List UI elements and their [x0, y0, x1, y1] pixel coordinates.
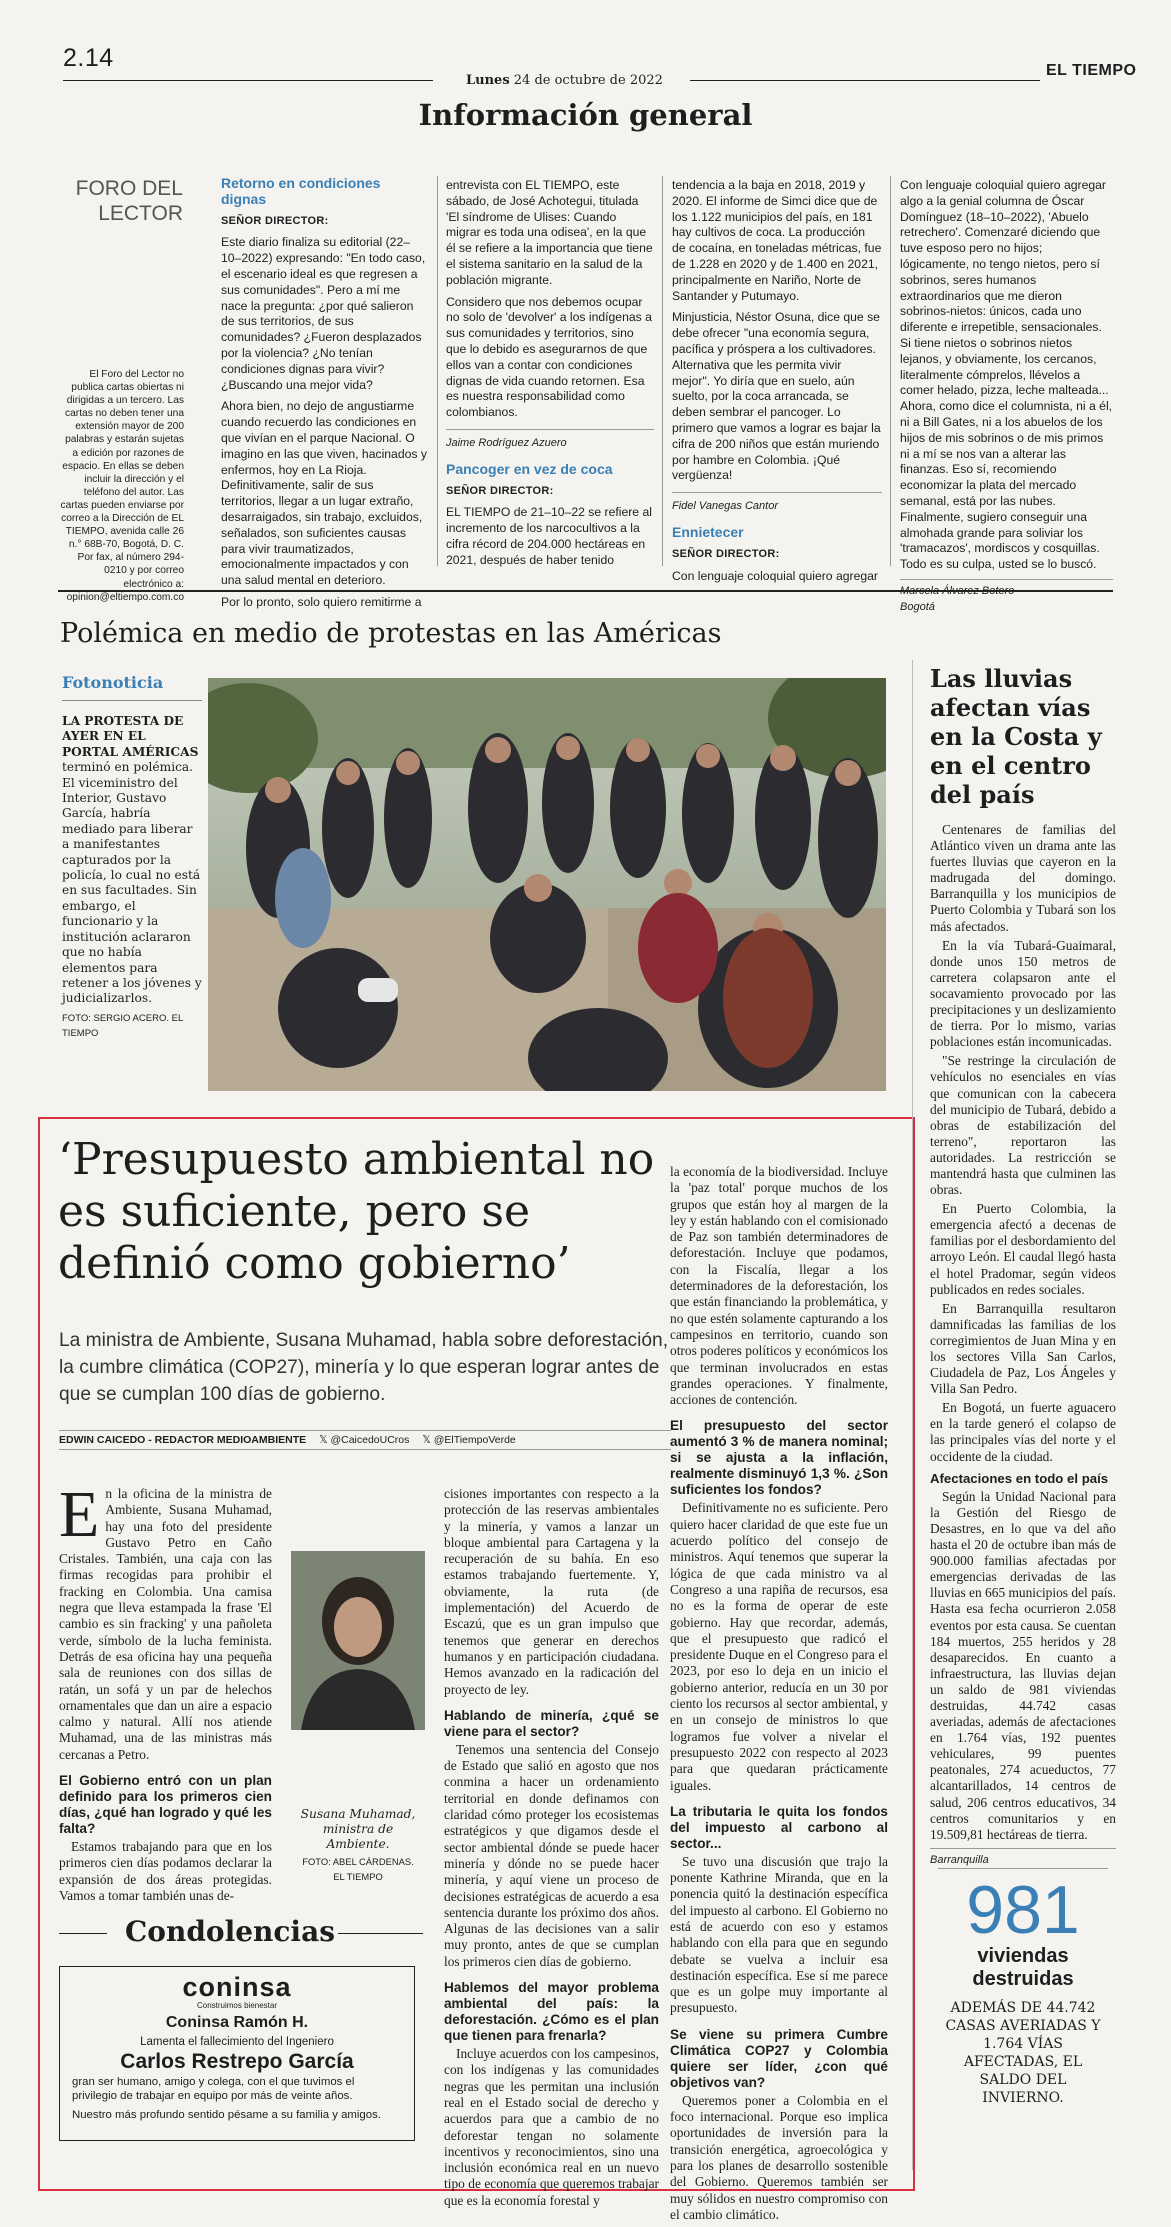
foro-title-line1: FORO DEL — [75, 177, 183, 200]
letter1-p1: Este diario finaliza su editorial (22–10–2022) expresando: "En todo caso, el escenario ideal es que regresen a sus comunidades". Pero a mí me nace la pregunta: ¿por qué salieron de sus territorios, de sus comunidades? ¿Fueron desplazados por la violencia? ¿No tenían condiciones dignas para vivir? ¿Buscando una mejor vida? — [221, 235, 426, 392]
condolences-rule-left — [59, 1933, 107, 1934]
rain-p6: En Bogotá, un fuerte aguacero en la tarde generó el colapso de las principales vías del norte y el occidente de la ciudad. — [930, 1400, 1116, 1464]
rain-subhead: Afectaciones en todo el país — [930, 1470, 1109, 1486]
condolence-text-1: gran ser humano, amigo y colega, con el que tuvimos el privilegio de trabajar en equipo por más de veinte años. — [72, 2076, 355, 2102]
page-number: 2.14 — [63, 44, 114, 72]
foro-divider-2 — [662, 176, 663, 566]
portrait-credit-2: EL TIEMPO — [333, 1871, 383, 1882]
section-divider — [58, 590, 1113, 592]
interview-c3-p1: la economía de la biodiversidad. Incluye la 'paz total' porque muchos de los grupos que están hoy al margen de la ley y están hablando con el comisionado de Paz son también determinadores de deforestación. Incluye que podamos, con la Fiscalía, llegar a los determinadores de la deforestación, los que están financiando la problemática, y no que estén solamente capturando a los campesinos en territorio, cuando son otros poderes políticos y económicos los que terminan involucrados en estas grandes operaciones. Y finalmente, acciones de contención. — [670, 1164, 888, 1408]
stat-label: viviendas destruidas — [972, 1945, 1074, 1990]
rain-p7: Según la Unidad Nacional para la Gestión del Riesgo de Desastres, en lo que va del año hasta el 20 de octubre iban más de 900.000 familias afectadas por emergencias derivadas de las lluvias en 665 municipios del país. Hasta esa fecha ocurrieron 2.058 eventos por esta causa. Se cuentan 184 muertos, 255 heridos y 28 desaparecidos. En cuanto a infraestructura, las lluvias dejan un saldo de 981 viviendas destruidas, 44.742 casas averiadas, además de afectaciones en 1.764 vías, 192 puentes vehiculares, 99 puentes peatonales, 274 acueductos, 77 alcantarillados, 14 centros de salud, 206 centros educativos, 34 centros comunitarios y en 19.509,81 hectáreas de tierra. — [930, 1488, 1116, 1842]
rain-signature: Barranquilla — [930, 1853, 989, 1866]
rain-sig-rule — [930, 1848, 1116, 1849]
rain-p1: Centenares de familias del Atlántico viven un drama ante las fuertes lluvias que cayeron en la madrugada del domingo. Barranquilla y los municipios de Puerto Colombia y Tubará son los más afectados. — [930, 822, 1116, 934]
interview-column-3 — [670, 1164, 888, 2227]
letter2-p2: Minjusticia, Néstor Osuna, dice que se debe ofrecer "una economía segura, pacífica y próspera a los cultivadores. Alternativa que les permita vivir mejor". Yo diría que en suelo, aún suelto, por la coca arrancada, se deben sembrar el pancoger. Lo primero que vamos a lograr es bajar la cifra de 200 niños que están muriendo por hambre en Colombia. ¡Qué vergüenza! — [672, 310, 881, 483]
photo-caption-lead: LA PROTESTA DE AYER EN EL PORTAL AMÉRICAS — [62, 714, 199, 759]
section-title: Información general — [418, 98, 753, 132]
photo-caption-text: terminó en polémica. El viceministro del Interior, Gustavo García, habría mediado para liberar a manifestantes capturados por la policía, lo cual no está en sus facultades. Sin embargo, el funcionario y la institución aclararon que no había elementos para retener a los jóvenes y judicializarlos. — [62, 760, 202, 1006]
letter2-sig-rule — [672, 492, 882, 493]
protest-photo — [208, 678, 886, 1091]
letter1-p3: Por lo pronto, solo quiero remitirme a — [221, 594, 422, 609]
page-date — [466, 73, 663, 88]
rain-p3: "Se restringe la circulación de vehículos no esenciales en vías que comunican con la cabecera del municipio de Tubará, debido a obras de estabilización del terreno", reportaron las autoridades. La restricción se mantendrá hasta que culminen las obras. — [930, 1053, 1116, 1198]
interview-c2-p2: Tenemos una sentencia del Consejo de Estado que salió en agosto que nos conmina a hacer un ordenamiento territorial en donde definamos con claridad cómo proteger los ecosistemas estratégicos y que digamos desde el sector ambiental dónde se puede hacer minería y dónde no se puede hacer minería, y aquí viene un proceso de decisiones estratégicas de acuerdo a esa sentencia durante los próximo dos años. Algunas de las decisiones van a salir muy pronto, antes de que se cumplan los primeros cien días de gobierno. — [444, 1741, 659, 1969]
condolences-title: Condolencias — [125, 1915, 335, 1948]
interview-c3-q2: La tributaria le quita los fondos del impuesto al carbono al sector... — [670, 1803, 888, 1851]
letter2-signature: Fidel Vanegas Cantor — [672, 500, 778, 513]
rain-stat-box — [938, 1868, 1108, 2107]
stat-rule — [938, 1868, 1108, 1869]
minister-portrait-illustration — [291, 1551, 425, 1730]
interview-c3-p4: Queremos poner a Colombia en el foco internacional. Porque eso implica oportunidades de inversión para la transición energética, agroecológica y para los planes de desarrollo sostenible del Gobierno. Queremos también ser muy sólidos en nuestro compromiso con el cambio climático. — [670, 2092, 888, 2222]
interview-c2-q2: Hablemos del mayor problema ambiental del país: la deforestación. ¿Cómo es el plan que tienen para frenarla? — [444, 1980, 659, 2044]
letter2-title: Pancoger en vez de coca — [446, 460, 613, 477]
interview-c2-p3: Incluye acuerdos con los campesinos, con los indígenas y las comunidades negras que les permitan una inclusión real en el Estado social de derecho y acuerdos para que a cambio de no deforestar tengan no solamente incentivos y reconocimientos, sino una inclusión económica real en un nuevo tipo de economía que queremos trabajar que es la economía forestal y — [444, 2046, 659, 2208]
foro-divider-3 — [890, 176, 891, 566]
twitter-handle-1[interactable]: @CaicedoUCros — [330, 1434, 410, 1446]
interview-headline: ‘Presupuesto ambiental no es suficiente, pero se definió como gobierno’ — [58, 1134, 655, 1289]
twitter-icon-2: 𝕏 — [422, 1434, 431, 1446]
interview-c2-p1: cisiones importantes con respecto a la protección de las reservas ambientales y la minería, y vamos a lanzar un bloque ambiental para Cartagena y la recuperación de su bahía. En eso estamos trabajando fuertemente. Y, obviamente, la ruta (de implementación) del Acuerdo de Escazú, que es un gran impulso que tenemos que generar en derechos humanos y en participación ciudadana. Hemos avanzado en la radicación del proyecto de ley. — [444, 1486, 659, 1697]
interview-c1-p1-text: n la oficina de la ministra de Ambiente, Susana Muhamad, hay una foto del presidente Gustavo Petro en Caño Cristales. También, una caja con las firmas recogidas para prohibir el fracking en Colombia. Una camisa negra que lleva estampada la frase 'El cambio es sin fracking' y una pañoleta verde, símbolo de la lucha feminista. Detrás de esa oficina hay una pequeña sala de reuniones con dos sillas de ratán, un sofá y un par de helechos ornamentales que dan un aire a espacio calmo y natural. Allí nos atiende Muhamad, una de las ministras más cercanas a Petro. — [59, 1486, 272, 1762]
rain-p4: En Puerto Colombia, la emergencia afectó a decenas de familias por el desbordamiento del arroyo León. El caudal llegó hasta el hotel Pradomar, según videos publicados en redes sociales. — [930, 1201, 1116, 1297]
letter2-salutation: SEÑOR DIRECTOR: — [446, 484, 554, 497]
protest-photo-illustration — [208, 678, 886, 1091]
minister-portrait — [291, 1551, 425, 1730]
stat-number: 981 — [966, 1872, 1080, 1948]
portrait-caption-name: Susana Muhamad, ministra de Ambiente. — [300, 1807, 416, 1851]
stat-note: ADEMÁS DE 44.742 CASAS AVERIADAS Y 1.764 VÍAS AFECTADAS, EL SALDO DEL INVIERNO. — [945, 2000, 1101, 2106]
byline-author: EDWIN CAICEDO - REDACTOR MEDIOAMBIENTE — [59, 1434, 307, 1446]
letter1-p3-cont: entrevista con EL TIEMPO, este sábado, de José Achotegui, titulada 'El síndrome de Ulises: Cuando migrar es toda una odisea', en la que él se refiere a la importancia que tiene el sistema sanitario en la salud de la población migrante. — [446, 178, 653, 287]
header-rule-right — [690, 80, 1040, 81]
foro-column-3 — [672, 178, 882, 590]
right-column-divider — [912, 660, 913, 2170]
foro-note: El Foro del Lector no publica cartas obiertas ni dirigidas a un tercero. Las cartas no deben tener una extensión mayor de 200 palabras y estarán sujetas a edición por razones de espacio. En ellas se deben incluir la dirección y el teléfono del autor. Las cartas pueden enviarse por correo a la Dirección de EL TIEMPO, avenida calle 26 n.° 68B-70, Bogotá, D. C. Por fax, al número 294-0210 y por correo electrónico a: opinion@eltiempo.com.co — [60, 369, 184, 603]
condolence-text-2: Nuestro más profundo sentido pésame a su familia y amigos. — [72, 2109, 381, 2122]
date-rest: 24 de octubre de 2022 — [513, 73, 663, 88]
foro-column-2 — [446, 178, 654, 575]
letter1-p2: Ahora bien, no dejo de angustiarme cuando recuerdo las condiciones en que vivían en el parque Nacional. O imagino en las que viven, hacinados y enfermos, hoy en La Rioja. Definitivamente, salir de sus territorios, llegar a un lugar extraño, desarraigados, sin trabajo, excluidos, señalados, son suficientes causas para vivir traumatizados, emocionalmente impactados y con una salud mental en deterioro. — [221, 399, 427, 588]
date-day: Lunes — [466, 73, 510, 88]
byline-rule-top — [59, 1430, 671, 1431]
twitter-handle-2[interactable]: @ElTiempoVerde — [433, 1434, 516, 1446]
condolence-intro: Lamenta el fallecimiento del Ingeniero — [140, 2036, 334, 2048]
letter2-p1: EL TIEMPO de 21–10–22 se refiere al incremento de los narcocultivos a la cifra récord de 204.000 hectáreas en 2021, después de haber tenido — [446, 505, 652, 567]
interview-c1-p2: Estamos trabajando para que en los primeros cien días podamos declarar la expansión de dos áreas protegidas. Vamos a tomar también unas de- — [59, 1839, 272, 1903]
interview-deck: La ministra de Ambiente, Susana Muhamad, habla sobre deforestación, la cumbre climática (COP27), minería y lo que esperan lograr antes de que se cumplan 100 días de gobierno. — [59, 1330, 669, 1405]
condolence-notice — [59, 1966, 415, 2141]
rain-p5: En Barranquilla resultaron damnificadas las familias de los corregimientos de Juan Mina y en los sectores Villa San Carlos, Ciudadela de Paz, Los Ángeles y Villa San Pedro. — [930, 1300, 1116, 1397]
photo-story-headline: Polémica en medio de protestas en las Américas — [60, 618, 722, 649]
header-rule-left — [63, 80, 433, 81]
interview-c1-p1 — [59, 1478, 272, 1763]
interview-c3-q1: El presupuesto del sector aumentó 3 % de manera nominal; si se ajusta a la inflación, realmente disminuyó 1,3 %. ¿Son suficientes los fondos? — [670, 1418, 888, 1498]
letter1-p4: Considero que nos debemos ocupar no solo de 'devolver' a los indígenas a sus comunidades y territorios, sino que lo debido es asegurarnos de que ellos van a contar con condiciones dignas de vida cuando retornen. Esa es nuestra responsabilidad como colombianos. — [446, 294, 652, 420]
coninsa-logo: coninsa — [182, 1972, 292, 2002]
company-name: Coninsa Ramón H. — [165, 2014, 309, 2031]
letter3-salutation: SEÑOR DIRECTOR: — [672, 547, 780, 560]
foro-divider-1 — [437, 176, 438, 566]
interview-c3-q3: Se viene su primera Cumbre Climática COP27 y Colombia quiere ser líder, ¿con qué objetivos van? — [670, 2026, 888, 2090]
letter1-signature: Jaime Rodríguez Azuero — [446, 436, 567, 449]
byline — [59, 1434, 671, 1446]
letter3-signature — [900, 584, 1113, 616]
deceased-name: Carlos Restrepo García — [120, 2050, 354, 2073]
byline-rule-bottom — [59, 1449, 671, 1450]
letter1-sig-rule — [446, 429, 654, 430]
condolences-rule-right — [338, 1933, 423, 1934]
foro-title-line2: LECTOR — [98, 202, 183, 225]
brand-logo: EL TIEMPO — [1046, 62, 1137, 79]
interview-c1-q1: El Gobierno entró con un plan definido para los primeros cien días, ¿qué han logrado y qué les falta? — [59, 1773, 272, 1837]
drop-cap: E — [59, 1478, 100, 1551]
foro-column-1 — [221, 176, 429, 615]
letter1-salutation: SEÑOR DIRECTOR: — [221, 214, 329, 227]
letter3-sig-city: Bogotá — [900, 600, 935, 613]
photo-caption — [62, 714, 202, 1042]
rain-p2: En la vía Tubará-Guaimaral, donde unos 150 metros de carretera colapsaron ante el socavamiento provocado por las precipitaciones y un deslizamiento de tierra. Por lo mismo, varias poblaciones están incomunicadas. — [930, 937, 1116, 1050]
fotonoticia-label: Fotonoticia — [62, 673, 164, 692]
letter3-sig-rule — [900, 579, 1113, 580]
letter2-p1-cont: tendencia a la baja en 2018, 2019 y 2020. El informe de Simci dice que de los 1.122 municipios del país, en 181 hay cultivos de coca. La producción de cocaína, en toneladas métricas, fue de 1.228 en 2020 y de 1.400 en 2021, principalmente en Nariño, Norte de Santander y Putumayo. — [672, 178, 882, 303]
foro-title — [63, 176, 183, 226]
interview-column-1 — [59, 1478, 272, 1908]
interview-c3-p3: Se tuvo una discusión que trajo la ponente Kathrine Miranda, que en la ponencia quitó la destinación específica del impuesto al carbono. El Gobierno no está de acuerdo con eso y estamos hablando con ella para que en segundo debate se vuelva a incluir esa destinación específica. Ese sí me parece que es un golpe muy importante al presupuesto. — [670, 1853, 888, 2016]
letter3-p1-start: Con lenguaje coloquial quiero agregar — [672, 568, 878, 583]
photo-credit: FOTO: SERGIO ACERO. EL TIEMPO — [62, 1012, 183, 1040]
letter3-title: Ennietecer — [672, 523, 744, 540]
rain-headline: Las lluvias afectan vías en la Costa y en el centro del país — [930, 664, 1102, 809]
letter1-title: Retorno en condiciones dignas — [221, 175, 381, 207]
letter3-p1: Con lenguaje coloquial quiero agregar algo a la genial columna de Óscar Domínguez (18–10–2022), 'Abuelo retrechero'. Comenzaré diciendo que tuve esposo pero no hijos; lógicamente, no tengo nietos, pero sí sobrinos, seres humanos extraordinarios que me dieron sobrinos-nietos: únicos, cada uno diferente e irrepetible, sensacionales. Si tiene nietos o sobrinos nietos lejanos, y obviamente, los cercanos, literalmente cómprelos, llévelos a comer helado, pizza, leche malteada... Ahora, como dice el columnista, ni a él, ni a Bill Gates, ni a los abuelos de los hijos de mis sobrinos o de mis primos ni a mí se nos van a alterar las finanzas. Eso sí, recomiendo economizar la plata del mercado semanal, está por las nubes. Finalmente, sugiero conseguir una almohada grande para soliviar los 'tramacazos', mordiscos y cosquillas. Todo es su culpa, usted se lo buscó. — [900, 178, 1113, 572]
interview-column-2 — [444, 1486, 659, 2213]
interview-c2-q1: Hablando de minería, ¿qué se viene para el sector? — [444, 1707, 659, 1739]
portrait-caption — [291, 1807, 425, 1884]
rain-story — [930, 822, 1116, 1868]
foro-column-4 — [900, 178, 1113, 616]
coninsa-tagline: Construimos bienestar — [196, 2001, 278, 2010]
portrait-credit-1: FOTO: ABEL CÁRDENAS. — [302, 1856, 414, 1867]
twitter-icon-1: 𝕏 — [319, 1434, 328, 1446]
interview-c3-p2: Definitivamente no es suficiente. Pero quiero hacer claridad de que este fue un acuerdo político del consejo de ministros. Aquí tenemos que superar la lógica de que cada ministro va al Congreso a una rapiña de recursos, esa no es la forma de operar de este gobierno. Hay que recordar, además, que el presupuesto que radicó el presidente Duque en el Congreso para el 2023, por eso lo deja en un inicio el gobierno anterior, reducía en un 30 por ciento los recursos al sector ambiental, y en un consejo de ministros lo que logramos fue volver a nivelar el presupuesto 2022 con respecto al 2023 para que quedaran prácticamente iguales. — [670, 1500, 888, 1793]
fotonoticia-rule — [62, 700, 202, 701]
